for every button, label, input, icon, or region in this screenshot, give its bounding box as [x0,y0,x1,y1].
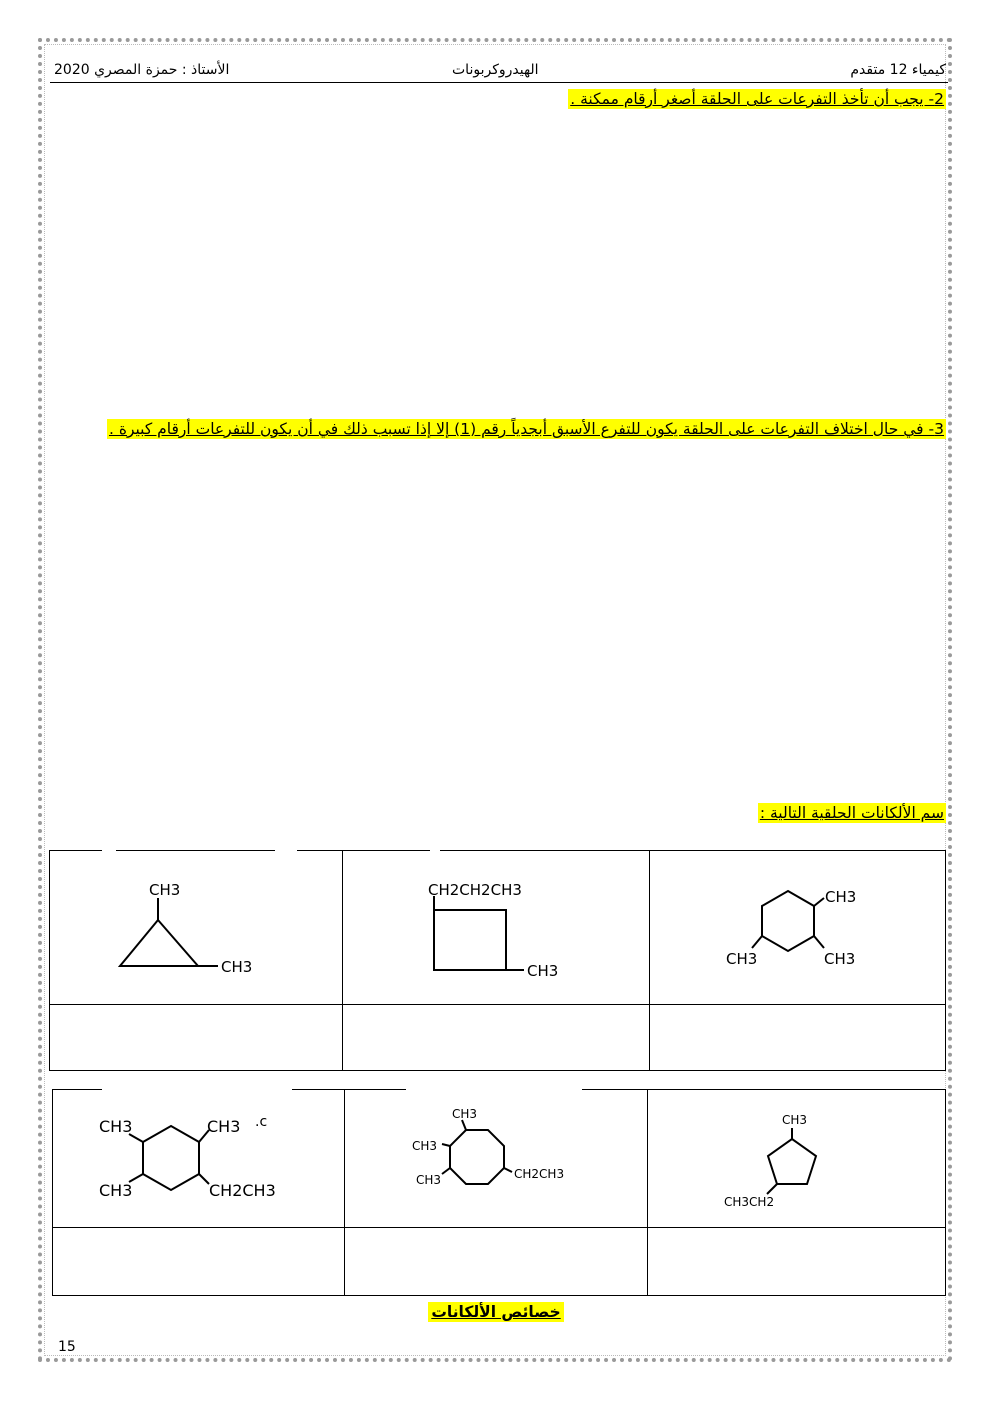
instruction-text: سم الألكانات الحلقية التالية : [759,804,944,822]
substituent-label: CH3 [416,1172,442,1187]
substituent-label: CH3 [206,1116,240,1136]
substituent-label: CH3 [725,949,757,968]
structure-cyclopentane [722,1104,872,1214]
structure-methylcyclopropane [106,868,286,988]
answer-cell[interactable] [345,1228,648,1296]
rule-2 [568,90,946,108]
structure-cyclohexane [718,868,878,988]
answer-cell[interactable] [650,1005,946,1071]
structure-cyclobutane [416,868,576,988]
header-divider [50,82,948,83]
answer-cell[interactable] [648,1228,946,1296]
substituent-label: CH3 [781,1112,807,1127]
cycloalkane-table-1 [49,850,946,1071]
border-gap [102,1087,292,1090]
rule-3-text: 3- في حال اختلاف التفرعات على الحلقة يكون للتفرع الأسبق أبجدياً رقم (1) إلا إذا تسبب ذلك في أن يكون للتفرعات أرقام كبيرة . [108,420,944,438]
answer-cell[interactable] [53,1228,345,1296]
rule-2-text: 2- يجب أن تأخذ التفرعات على الحلقة أصغر أرقام ممكنة . [570,90,944,108]
answer-cell[interactable] [50,1005,343,1071]
substituent-label: CH3 [98,1180,132,1200]
border-gap [406,1087,582,1090]
border-gap [275,848,297,851]
structure-cell [650,851,946,1005]
substituent-label: CH3 [824,887,856,906]
exercise-instruction [758,804,946,822]
structure-cell [648,1090,946,1228]
header-topic: الهيدروكربونات [452,62,539,78]
substituent-label: CH3CH2 [723,1194,774,1209]
structure-cell [53,1090,345,1228]
structure-cell [343,851,650,1005]
structure-cell [50,851,343,1005]
substituent-label: CH2CH3 [514,1166,565,1181]
substituent-label: CH3 [221,957,253,976]
header-teacher: الأستاذ : حمزة المصري 2020 [54,62,230,78]
rule-3 [107,420,946,438]
section-title [0,1302,992,1321]
answer-cell[interactable] [343,1005,650,1071]
substituent-label: CH3 [149,880,181,899]
structure-cell [345,1090,648,1228]
border-gap [430,848,440,851]
cycloalkane-table-2 [52,1089,946,1296]
border-gap [102,848,116,851]
substituent-label: CH3 [527,961,559,980]
structure-cyclooctane [406,1104,586,1214]
section-title-text: خصائص الألكانات [428,1302,563,1322]
substituent-label: CH3 [98,1116,132,1136]
header-subject: كيمياء 12 متقدم [850,62,946,78]
substituent-label: CH3 [412,1138,438,1153]
structure-cyclohexane [99,1104,299,1214]
substituent-label: CH3 [452,1106,478,1121]
substituent-label: CH2CH3 [208,1180,276,1200]
page-number: 15 [58,1339,76,1355]
substituent-label: CH3 [823,949,855,968]
item-marker: .c [254,1113,267,1130]
substituent-label: CH2CH2CH3 [428,880,522,899]
